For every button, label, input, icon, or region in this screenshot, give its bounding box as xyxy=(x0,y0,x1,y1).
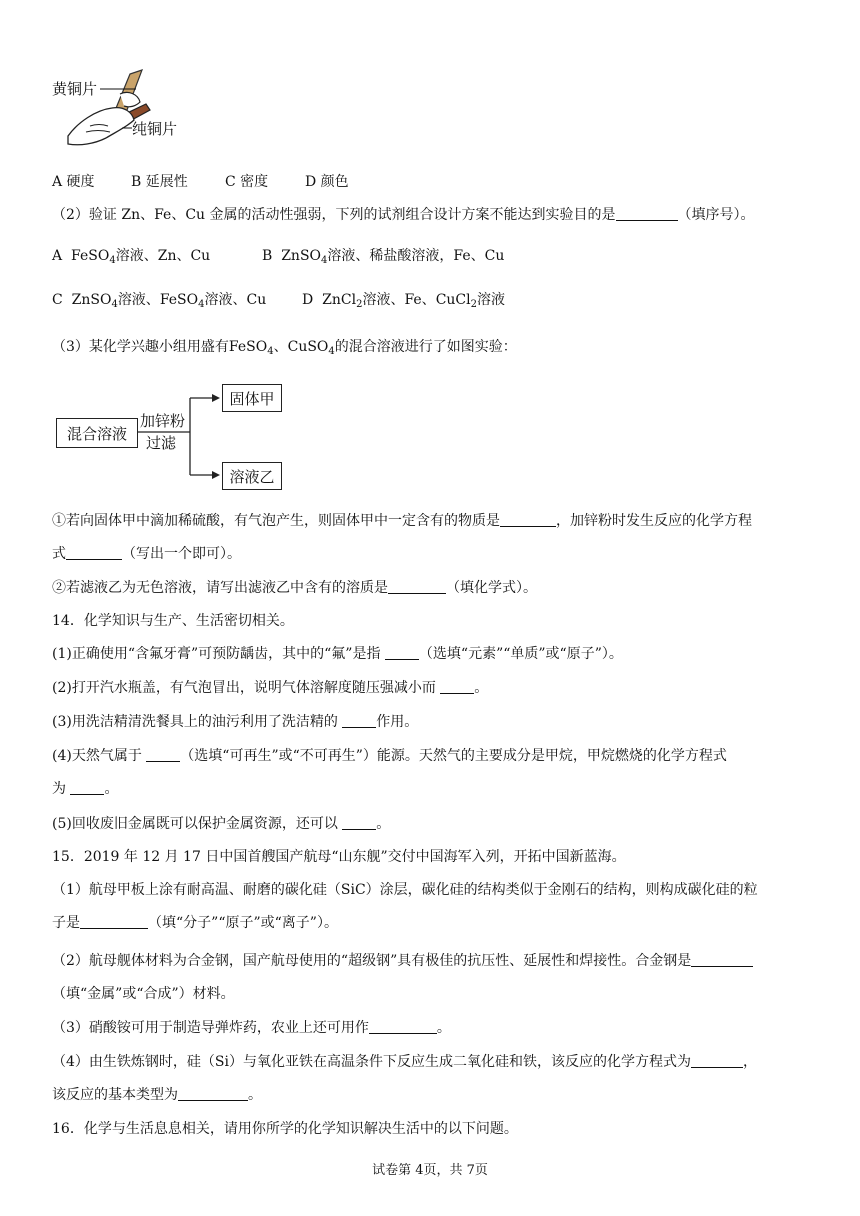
answer-blank[interactable] xyxy=(146,747,180,762)
answer-blank[interactable] xyxy=(691,952,753,967)
box-solution-b: 溶液乙 xyxy=(222,462,282,490)
q14-sub3: (3)用洗洁精清洗餐具上的油污利用了洗洁精的 作用。 xyxy=(52,714,419,730)
answer-blank[interactable] xyxy=(388,579,446,594)
answer-blank[interactable] xyxy=(80,914,148,929)
q13-part2-option-c: C ZnSO$_4$溶液、FeSO$_4$溶液、Cu xyxy=(52,292,267,310)
answer-blank[interactable] xyxy=(385,645,419,660)
q14-title: 14．化学知识与生产、生活密切相关。 xyxy=(52,613,294,629)
answer-blank[interactable] xyxy=(691,1053,743,1068)
q13-part2-option-b: B ZnSO$_4$溶液、稀盐酸溶液，Fe、Cu xyxy=(262,248,505,266)
label-brass: 黄铜片 xyxy=(52,80,98,98)
label-add-zinc: 加锌粉 xyxy=(140,412,186,430)
q13-part2: （2）验证 Zn、Fe、Cu 金属的活动性强弱，下列的试剂组合设计方案不能达到实验目的是 （填序号）。 xyxy=(52,207,755,223)
q14-sub5: (5)回收废旧金属既可以保护金属资源，还可以 。 xyxy=(52,816,391,832)
q15-sub4: （4）由生铁炼钢时，硅（Si）与氧化亚铁在高温条件下反应生成二氧化硅和铁，该反应的化学方程式为 ， xyxy=(52,1054,757,1070)
answer-blank[interactable] xyxy=(342,815,376,830)
q14-sub4-cont: 为 。 xyxy=(52,781,119,797)
q13-part3: （3）某化学兴趣小组用盛有FeSO$_4$、CuSO$_4$的混合溶液进行了如图实验： xyxy=(52,339,517,357)
answer-blank[interactable] xyxy=(369,1019,437,1034)
q14-sub2: (2)打开汽水瓶盖，有气泡冒出，说明气体溶解度随压强减小而 。 xyxy=(52,680,489,696)
q13-part3-1-cont: 式 （写出一个即可）。 xyxy=(52,546,241,562)
q16-title: 16．化学与生活息息相关，请用你所学的化学知识解决生活中的以下问题。 xyxy=(52,1121,518,1137)
q14-sub4: (4)天然气属于 （选填“可再生”或“不可再生”）能源。天然气的主要成分是甲烷，甲烷燃烧的化学方程式 xyxy=(52,748,727,764)
q15-sub1-cont: 子是 （填“分子”“原子”或“离子”）。 xyxy=(52,915,338,931)
answer-blank[interactable] xyxy=(66,545,122,560)
experiment-flow-diagram xyxy=(50,375,290,495)
q13-part3-2: ②若滤液乙为无色溶液，请写出滤液乙中含有的溶质是 （填化学式）。 xyxy=(52,580,537,596)
q15-sub2: （2）航母舰体材料为合金钢，国产航母使用的“超级钢”具有极佳的抗压性、延展性和焊接性。合金钢是 xyxy=(52,951,753,971)
answer-blank[interactable] xyxy=(342,713,376,728)
option-b: B 延展性 xyxy=(131,174,188,190)
q15-sub3: （3）硝酸铵可用于制造导弹炸药，农业上还可用作 。 xyxy=(52,1020,451,1036)
page-footer: 试卷第 4页，共 7页 xyxy=(372,1163,488,1178)
answer-blank[interactable] xyxy=(500,512,556,527)
q14-sub1: (1)正确使用“含氟牙膏”可预防龋齿，其中的“氟”是指 （选填“元素”“单质”或“原子”）。 xyxy=(52,646,623,662)
q15-sub2-cont: （填“金属”或“合成”）材料。 xyxy=(52,986,235,1002)
q15-sub1: （1）航母甲板上涂有耐高温、耐磨的碳化硅（SiC）涂层，碳化硅的结构类似于金刚石的结构，则构成碳化硅的粒 xyxy=(52,882,758,898)
option-d: D 颜色 xyxy=(305,174,349,190)
brass-copper-figure xyxy=(50,66,200,150)
answer-blank[interactable] xyxy=(616,206,678,221)
option-c: C 密度 xyxy=(225,174,269,190)
q15-title: 15．2019 年 12 月 17 日中国首艘国产航母“山东舰”交付中国海军入列，开拓中国新蓝海。 xyxy=(52,849,626,865)
label-copper: 纯铜片 xyxy=(132,120,178,138)
option-a: A 硬度 xyxy=(52,174,95,190)
q13-part2-option-d: D ZnCl$_2$溶液、Fe、CuCl$_2$溶液 xyxy=(302,292,505,310)
q15-sub4-cont: 该反应的基本类型为 。 xyxy=(52,1087,262,1103)
q13-part3-1: ①若向固体甲中滴加稀硫酸，有气泡产生，则固体甲中一定含有的物质是 ，加锌粉时发生反应的化学方程 xyxy=(52,513,752,529)
answer-blank[interactable] xyxy=(440,679,474,694)
answer-blank[interactable] xyxy=(70,780,104,795)
label-filter: 过滤 xyxy=(146,434,177,452)
box-solid-a: 固体甲 xyxy=(222,384,282,412)
q13-part2-option-a: A FeSO$_4$溶液、Zn、Cu xyxy=(52,248,211,266)
box-mixed-solution: 混合溶液 xyxy=(56,418,138,448)
answer-blank[interactable] xyxy=(178,1086,248,1101)
